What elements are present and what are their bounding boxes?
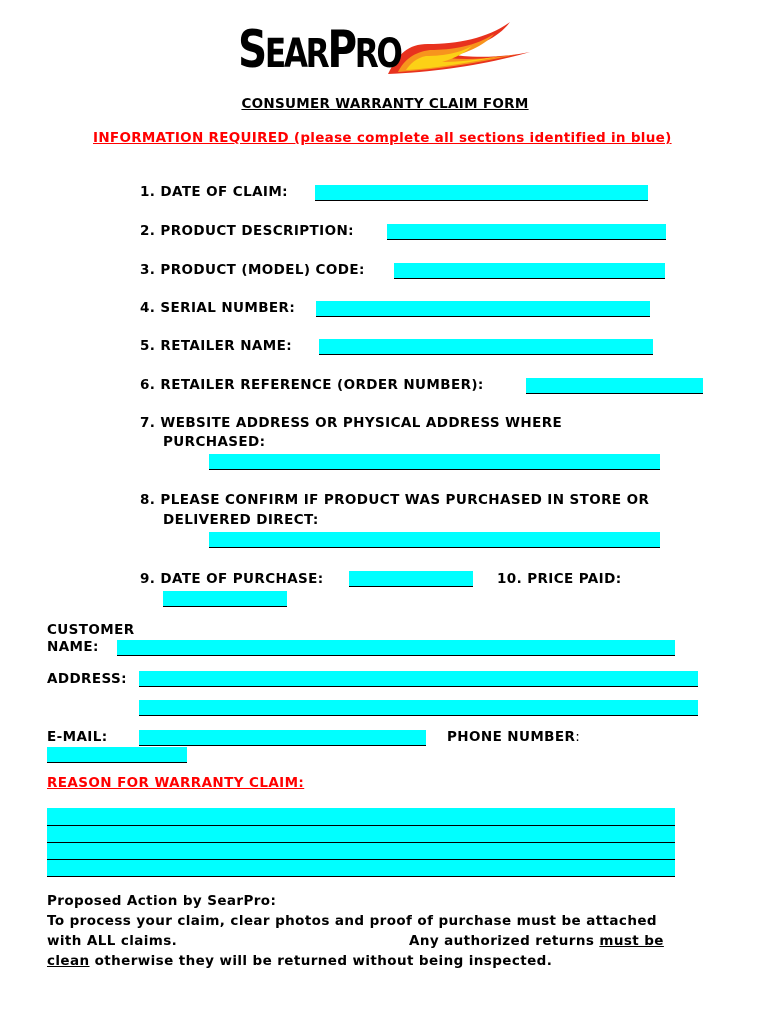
searpro-logo xyxy=(238,14,538,86)
form-title: CONSUMER WARRANTY CLAIM FORM xyxy=(241,96,529,112)
date-of-claim-field[interactable] xyxy=(315,185,648,201)
purchase-method-label: 8. PLEASE CONFIRM IF PRODUCT WAS PURCHASED IN STORE OR xyxy=(140,492,650,508)
customer-name-label-cont: NAME: xyxy=(47,639,99,655)
customer-name-field[interactable] xyxy=(117,640,675,656)
date-of-claim-label: 1. DATE OF CLAIM: xyxy=(140,184,288,200)
reason-field-line3[interactable] xyxy=(47,843,675,860)
address-field-line2[interactable] xyxy=(139,700,698,716)
reason-heading: REASON FOR WARRANTY CLAIM: xyxy=(47,775,305,791)
price-paid-field[interactable] xyxy=(163,591,287,607)
reason-field-line1[interactable] xyxy=(47,808,675,826)
address-label: ADDRESS: xyxy=(47,671,127,687)
phone-number-field[interactable] xyxy=(47,747,187,763)
product-model-code-field[interactable] xyxy=(394,263,665,279)
website-address-label: 7. WEBSITE ADDRESS OR PHYSICAL ADDRESS WHERE xyxy=(140,415,563,431)
product-description-field[interactable] xyxy=(387,224,666,240)
serial-number-field[interactable] xyxy=(316,301,650,317)
price-paid-label: 10. PRICE PAID: xyxy=(497,571,622,587)
phone-number-label: PHONE NUMBER: xyxy=(447,729,581,745)
proposed-action-paragraph xyxy=(47,891,737,971)
product-model-code-label: 3. PRODUCT (MODEL) CODE: xyxy=(140,262,365,278)
proposed-action-line3: clean otherwise they will be returned without being inspected. xyxy=(47,953,553,969)
customer-name-label: CUSTOMER xyxy=(47,622,135,638)
website-address-field[interactable] xyxy=(209,454,660,470)
purchase-method-label-cont: DELIVERED DIRECT: xyxy=(163,512,319,528)
proposed-action-heading: Proposed Action by SearPro: xyxy=(47,893,277,909)
retailer-name-field[interactable] xyxy=(319,339,653,355)
reason-field-line4[interactable] xyxy=(47,860,675,877)
logo-wordmark: SEARPRO xyxy=(238,20,401,80)
date-of-purchase-label: 9. DATE OF PURCHASE: xyxy=(140,571,324,587)
email-label: E-MAIL: xyxy=(47,729,108,745)
retailer-reference-label: 6. RETAILER REFERENCE (ORDER NUMBER): xyxy=(140,377,484,393)
product-description-label: 2. PRODUCT DESCRIPTION: xyxy=(140,223,354,239)
date-of-purchase-field[interactable] xyxy=(349,571,473,587)
purchase-method-field[interactable] xyxy=(209,532,660,548)
proposed-action-line1: To process your claim, clear photos and proof of purchase must be attached xyxy=(47,913,657,929)
info-required-note: INFORMATION REQUIRED (please complete all sections identified in blue) xyxy=(93,130,672,146)
serial-number-label: 4. SERIAL NUMBER: xyxy=(140,300,296,316)
retailer-reference-field[interactable] xyxy=(526,378,703,394)
email-field[interactable] xyxy=(139,730,426,746)
retailer-name-label: 5. RETAILER NAME: xyxy=(140,338,292,354)
proposed-action-line2: with ALL claims. Any authorized returns must be xyxy=(47,933,664,949)
website-address-label-cont: PURCHASED: xyxy=(163,434,266,450)
reason-field-line2[interactable] xyxy=(47,826,675,843)
address-field-line1[interactable] xyxy=(139,671,698,687)
